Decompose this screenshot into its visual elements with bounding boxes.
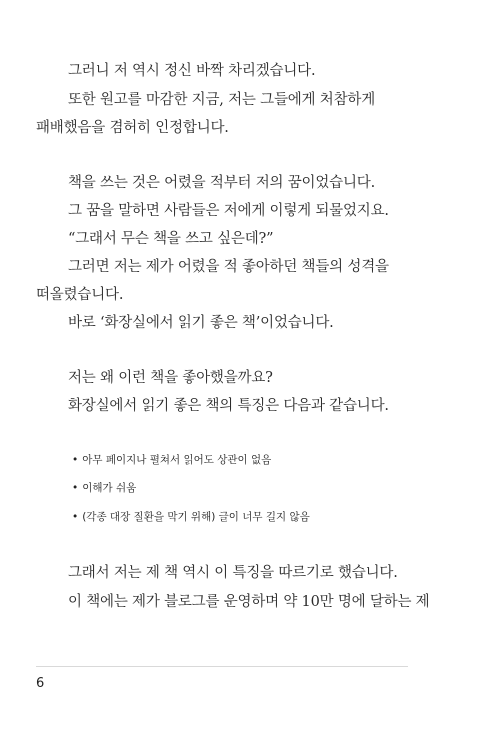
bullet-marker: • bbox=[72, 454, 79, 466]
bullet-text: 아무 페이지나 펼쳐서 읽어도 상관이 없음 bbox=[82, 454, 272, 466]
bullet-item bbox=[72, 480, 136, 496]
text-line: 패배했음을 겸허히 인정합니다. bbox=[36, 120, 229, 136]
page-number: 6 bbox=[36, 676, 45, 691]
text-line: 화장실에서 읽기 좋은 책의 특징은 다음과 같습니다. bbox=[68, 398, 389, 414]
bullet-marker: • bbox=[72, 511, 79, 523]
bullet-text: (각종 대장 질환을 막기 위해) 글이 너무 길지 않음 bbox=[82, 511, 310, 523]
text-line: 또한 원고를 마감한 지금, 저는 그들에게 처참하게 bbox=[68, 92, 376, 108]
bullet-marker: • bbox=[72, 482, 79, 494]
bullet-text: 이해가 쉬움 bbox=[82, 482, 137, 494]
text-line: 떠올렸습니다. bbox=[36, 287, 124, 303]
text-line: 책을 쓰는 것은 어렸을 적부터 저의 꿈이었습니다. bbox=[68, 175, 376, 191]
text-line: 그 꿈을 말하면 사람들은 저에게 이렇게 되물었지요. bbox=[68, 203, 389, 219]
text-line: 저는 왜 이런 책을 좋아했을까요? bbox=[68, 370, 273, 386]
footer-divider bbox=[36, 666, 408, 667]
text-line: 그래서 저는 제 책 역시 이 특징을 따르기로 했습니다. bbox=[68, 565, 398, 581]
text-line: 그러면 저는 제가 어렸을 적 좋아하던 책들의 성격을 bbox=[68, 259, 389, 275]
bullet-item bbox=[72, 509, 310, 525]
text-line: “그래서 무슨 책을 쓰고 싶은데?” bbox=[68, 231, 274, 247]
text-line: 바로 ‘화장실에서 읽기 좋은 책’이었습니다. bbox=[68, 315, 334, 331]
bullet-item bbox=[72, 452, 271, 468]
text-line: 그러니 저 역시 정신 바짝 차리겠습니다. bbox=[68, 63, 316, 79]
text-line: 이 책에는 제가 블로그를 운영하며 약 10만 명에 달하는 제 bbox=[68, 594, 430, 610]
